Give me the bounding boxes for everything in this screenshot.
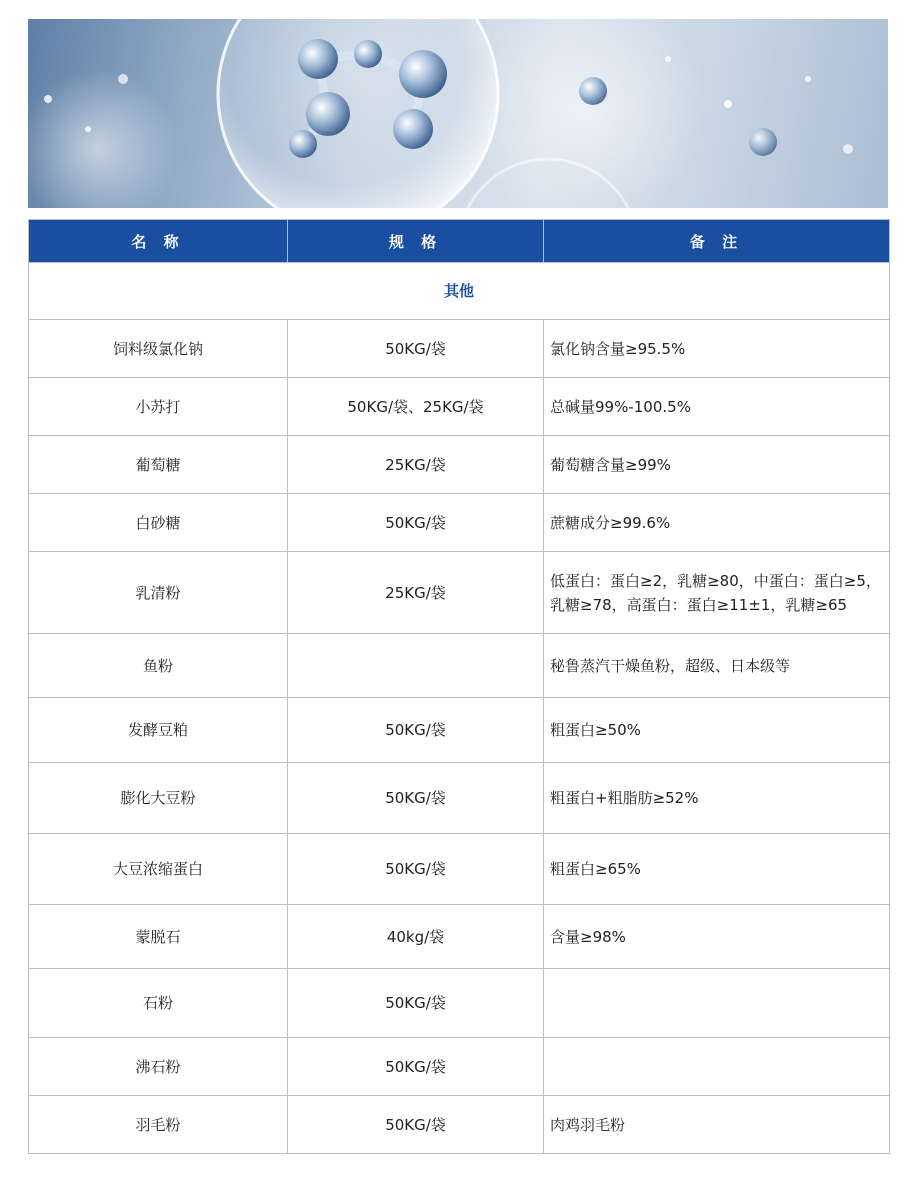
product-table	[28, 219, 890, 1154]
cell-name: 鱼粉	[29, 634, 288, 698]
table-header-row	[29, 220, 890, 263]
cell-name: 石粉	[29, 969, 288, 1038]
cell-name: 羽毛粉	[29, 1096, 288, 1154]
cell-spec: 50KG/袋	[288, 1096, 544, 1154]
cell-name: 葡萄糖	[29, 436, 288, 494]
cell-note: 粗蛋白+粗脂肪≥52%	[544, 763, 890, 834]
cell-spec: 25KG/袋	[288, 436, 544, 494]
table-row	[29, 1096, 890, 1154]
cell-name: 发酵豆粕	[29, 698, 288, 763]
header-spec: 规 格	[288, 220, 544, 263]
cell-name: 蒙脱石	[29, 905, 288, 969]
cell-note: 粗蛋白≥65%	[544, 834, 890, 905]
cell-spec: 50KG/袋、25KG/袋	[288, 378, 544, 436]
cell-spec: 50KG/袋	[288, 969, 544, 1038]
header-name: 名 称	[29, 220, 288, 263]
cell-spec: 50KG/袋	[288, 494, 544, 552]
cell-note: 葡萄糖含量≥99%	[544, 436, 890, 494]
header-note: 备 注	[544, 220, 890, 263]
cell-spec: 50KG/袋	[288, 763, 544, 834]
cell-note: 蔗糖成分≥99.6%	[544, 494, 890, 552]
cell-spec: 50KG/袋	[288, 1038, 544, 1096]
cell-note: 氯化钠含量≥95.5%	[544, 320, 890, 378]
cell-spec: 25KG/袋	[288, 552, 544, 634]
cell-spec	[288, 634, 544, 698]
cell-name: 小苏打	[29, 378, 288, 436]
cell-spec: 50KG/袋	[288, 834, 544, 905]
cell-note: 粗蛋白≥50%	[544, 698, 890, 763]
table-row	[29, 905, 890, 969]
section-row	[29, 263, 890, 320]
cell-name: 白砂糖	[29, 494, 288, 552]
table-row	[29, 494, 890, 552]
cell-note: 低蛋白：蛋白≥2，乳糖≥80，中蛋白：蛋白≥5，乳糖≥78，高蛋白：蛋白≥11±1，乳糖≥65	[544, 552, 890, 634]
banner-image	[28, 19, 888, 208]
cell-note: 肉鸡羽毛粉	[544, 1096, 890, 1154]
cell-spec: 50KG/袋	[288, 698, 544, 763]
cell-spec: 40kg/袋	[288, 905, 544, 969]
section-title: 其他	[29, 263, 890, 320]
cell-name: 大豆浓缩蛋白	[29, 834, 288, 905]
cell-note: 含量≥98%	[544, 905, 890, 969]
table-row	[29, 320, 890, 378]
molecule-bubbles-illustration	[28, 19, 888, 208]
table-row	[29, 969, 890, 1038]
cell-name: 乳清粉	[29, 552, 288, 634]
cell-name: 膨化大豆粉	[29, 763, 288, 834]
cell-note	[544, 969, 890, 1038]
table-row	[29, 834, 890, 905]
cell-note: 秘鲁蒸汽干燥鱼粉，超级、日本级等	[544, 634, 890, 698]
table-row	[29, 698, 890, 763]
cell-note: 总碱量99%-100.5%	[544, 378, 890, 436]
cell-name: 沸石粉	[29, 1038, 288, 1096]
table-row	[29, 378, 890, 436]
table-row	[29, 552, 890, 634]
table-row	[29, 436, 890, 494]
cell-name: 饲料级氯化钠	[29, 320, 288, 378]
table-row	[29, 1038, 890, 1096]
cell-spec: 50KG/袋	[288, 320, 544, 378]
cell-note	[544, 1038, 890, 1096]
table-row	[29, 763, 890, 834]
table-row	[29, 634, 890, 698]
